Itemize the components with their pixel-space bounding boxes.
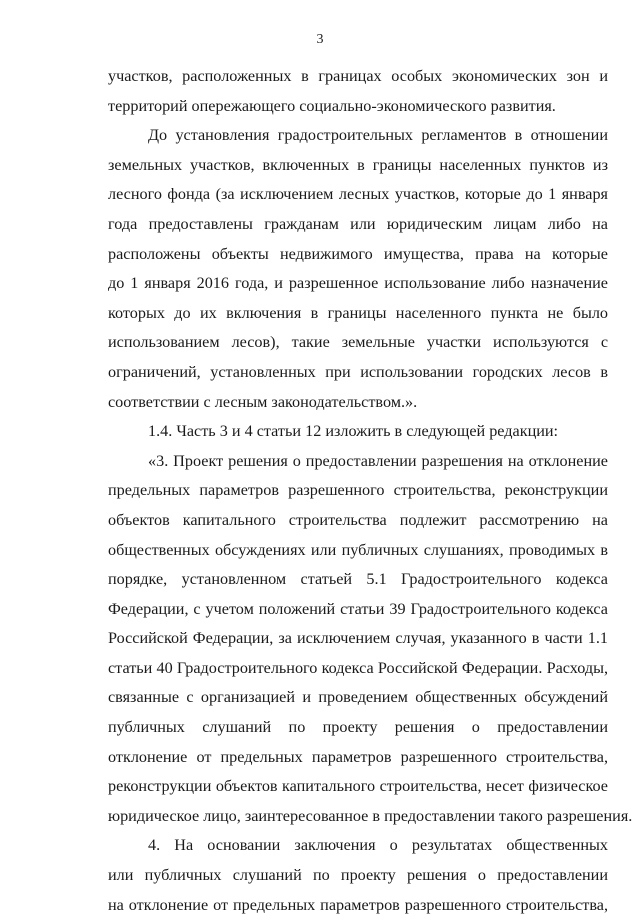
text-line: года предоставлены гражданам или юридическим лицам либо на (108, 214, 608, 233)
text-line: связанные с организацией и проведением общественных обсуждений (108, 688, 608, 707)
text-line: «3. Проект решения о предоставлении разрешения на отклонение (148, 451, 608, 470)
text-line: участков, расположенных в границах особых экономических зон и (108, 67, 608, 85)
text-line: территорий опережающего социально-экономического развития. (108, 96, 556, 115)
text-line: на отклонение от предельных параметров разрешенного строительства, (108, 895, 608, 914)
text-line: до 1 января 2016 года, и разрешенное использование либо назначение (108, 274, 608, 293)
text-line: Российской Федерации, за исключением случая, указанного в части 1.1 (108, 629, 608, 648)
text-line: или публичных слушаний по проекту решения о предоставлении (108, 866, 608, 885)
text-line: 4. На основании заключения о результатах общественных (148, 836, 608, 855)
text-line: земельных участков, включенных в границы населенных пунктов из (108, 155, 608, 174)
text-line: статьи 40 Градостроительного кодекса Российской Федерации. Расходы, (108, 658, 608, 677)
text-line: которых до их включения в границы населенного пункта не было (108, 303, 608, 322)
text-line: лесного фонда (за исключением лесных участков, которые до 1 января (108, 185, 608, 204)
text-line: соответствии с лесным законодательством.». (108, 392, 418, 411)
text-line: 1.4. Часть 3 и 4 статьи 12 изложить в следующей редакции: (148, 422, 559, 441)
text-line: реконструкции объектов капитального строительства, несет физическое (108, 777, 608, 796)
text-line: Федерации, с учетом положений статьи 39 Градостроительного кодекса (108, 599, 608, 618)
text-line: общественных обсуждениях или публичных слушаниях, проводимых в (108, 540, 608, 559)
text-line: порядке, установленном статьей 5.1 Градостроительного кодекса (108, 570, 608, 589)
text-line: До установления градостроительных регламентов в отношении (148, 126, 608, 145)
text-line: ограничений, установленных при использовании городских лесов в (108, 362, 608, 381)
text-line: публичных слушаний по проекту решения о предоставлении (108, 718, 608, 737)
text-line: предельных параметров разрешенного строительства, реконструкции (108, 481, 608, 500)
document-body (108, 62, 633, 920)
page-number: 3 (316, 32, 324, 47)
text-line: использованием лесов), такие земельные участки используются с (108, 333, 608, 352)
text-line: расположены объекты недвижимого имущества, права на которые (108, 244, 608, 263)
text-line: объектов капитального строительства подлежит рассмотрению на (108, 510, 608, 529)
text-line: юридическое лицо, заинтересованное в предоставлении такого разрешения. (108, 806, 633, 825)
text-line: отклонение от предельных параметров разрешенного строительства, (108, 747, 608, 766)
